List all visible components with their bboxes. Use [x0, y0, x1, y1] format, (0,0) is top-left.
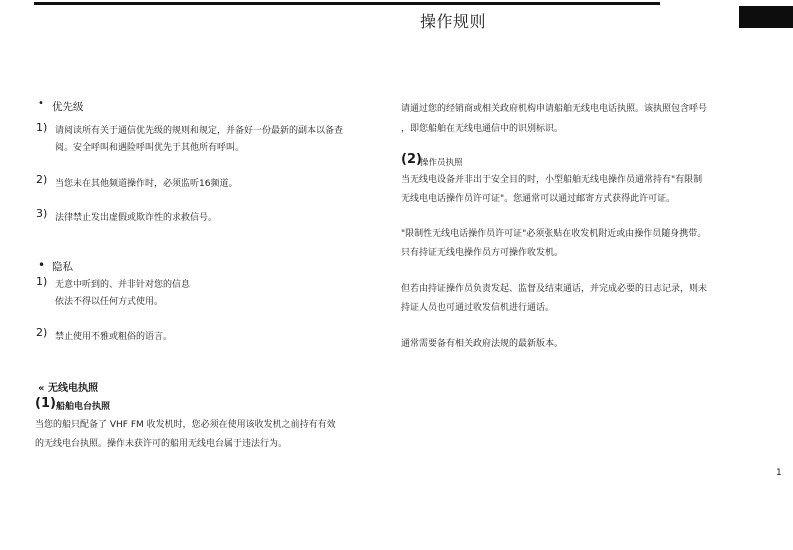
- priority-item-1-number: 1): [36, 121, 48, 134]
- privacy-item-2-number: 2): [36, 326, 48, 339]
- station-license-number: (1): [35, 396, 56, 411]
- privacy-item-2-text: 禁止使用不雅或粗俗的语言。: [55, 332, 173, 342]
- regulations-note: 通常需要备有相关政府法规的最新版本。: [401, 339, 564, 349]
- station-license-line-2: 的无线电台执照。操作未获许可的船用无线电台属于违法行为。: [35, 439, 288, 449]
- operator-license-line-1: 当无线电设备并非出于安全目的时，小型船舶无线电操作员通常持有"有限制: [401, 175, 703, 185]
- privacy-item-1-line-1: 无意中听到的、并非针对您的信息: [55, 280, 191, 290]
- privacy-item-1-number: 1): [36, 275, 48, 288]
- privacy-heading: 隐私: [52, 261, 73, 273]
- priority-item-2-number: 2): [36, 173, 48, 186]
- priority-item-3-number: 3): [36, 207, 48, 220]
- radio-license-heading: « 无线电执照: [38, 383, 98, 394]
- unlicensed-use-line-1: 但若由持证操作员负责发起、监督及结束通话，并完成必要的日志记录，则未: [401, 284, 708, 294]
- operator-license-number: (2): [401, 152, 422, 167]
- priority-item-1-line-2: 阅。安全呼叫和遇险呼叫优先于其他所有呼叫。: [55, 143, 245, 153]
- priority-heading: 优先级: [52, 101, 84, 113]
- operator-license-line-2: 无线电电话操作员许可证"。您通常可以通过邮寄方式获得此许可证。: [401, 194, 676, 204]
- right-intro-line-2: ，即您船舶在无线电通信中的识别标识。: [401, 124, 564, 134]
- restricted-permit-line-1: "限制性无线电话操作员许可证"必须张贴在收发机附近或由操作员随身携带。: [401, 229, 707, 239]
- page-title: 操作规则: [420, 12, 487, 31]
- privacy-bullet: •: [38, 258, 46, 272]
- priority-bullet: •: [38, 98, 44, 109]
- top-rule: [34, 2, 660, 5]
- station-license-heading: 船舶电台执照: [56, 402, 111, 412]
- priority-item-2-text: 当您未在其他频道操作时，必须监听16频道。: [55, 179, 238, 189]
- restricted-permit-line-2: 只有持证无线电操作员方可操作收发机。: [401, 248, 564, 258]
- station-license-line-1: 当您的船只配备了 VHF FM 收发机时，您必须在使用该收发机之前持有有效: [35, 420, 336, 430]
- priority-item-1-line-1: 请阅读所有关于通信优先级的规则和规定，并备好一份最新的副本以备查: [55, 126, 344, 136]
- page-number: 1: [776, 468, 782, 478]
- privacy-item-1-line-2: 依法不得以任何方式使用。: [55, 297, 164, 307]
- right-intro-line-1: 请通过您的经销商或相关政府机构申请船舶无线电电话执照。该执照包含呼号: [401, 104, 708, 114]
- priority-item-3-text: 法律禁止发出虚假或欺诈性的求救信号。: [55, 213, 218, 223]
- corner-tab-block: [739, 6, 793, 28]
- operator-license-heading: 操作员执照: [420, 158, 463, 168]
- unlicensed-use-line-2: 持证人员也可通过收发信机进行通话。: [401, 303, 555, 313]
